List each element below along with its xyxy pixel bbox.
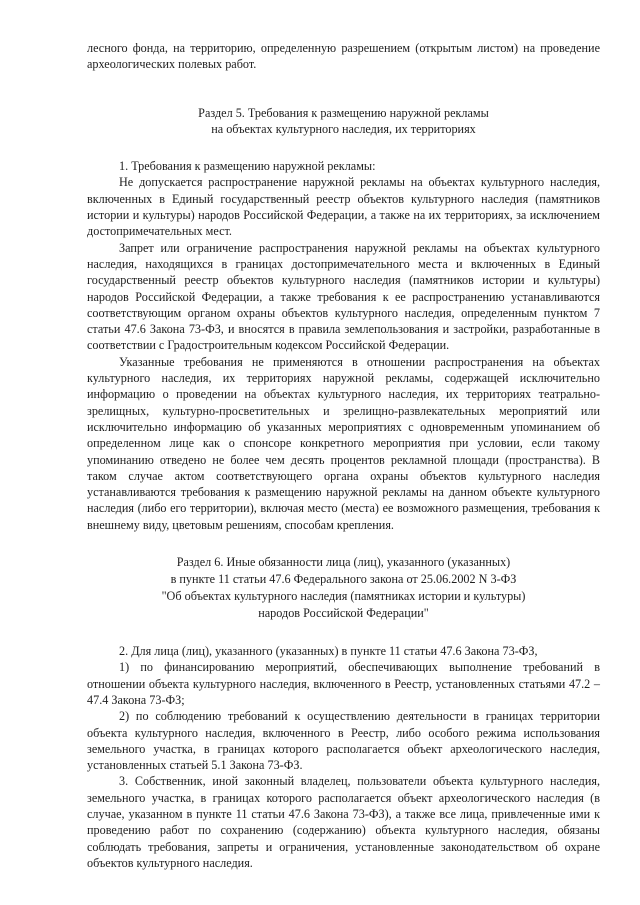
section-6-title-line-3: "Об объектах культурного наследия (памятниках истории и культуры) bbox=[161, 589, 526, 604]
item-2-title: 2. Для лица (лиц), указанного (указанных) в пункте 11 статьи 47.6 Закона 73-ФЗ, bbox=[119, 644, 538, 659]
section-5-title-line-2: на объектах культурного наследия, их территориях bbox=[211, 121, 476, 136]
section-5-paragraph: Запрет или ограничение распространения наружной рекламы на объектах культурного наследия, находящихся в границах достопримечательного места и включенных в Единый государственный реестр объектов культурного наследия (памятников истории и культуры) народов Российской Федерации, а также требования к ее распространению устанавливаются соответствующим органом охраны объектов культурного наследия, определенным пунктом 7 статьи 47.6 Закона 73-ФЗ, и вносятся в правила землепользования и застройки, разработанные в соответствии с Градостроительным кодексом Российской Федерации. bbox=[87, 240, 600, 353]
item-1-title: 1. Требования к размещению наружной рекламы: bbox=[119, 159, 376, 174]
section-5 bbox=[87, 105, 600, 533]
section-6-paragraph: 3. Собственник, иной законный владелец, пользователи объекта культурного наследия, земельного участка, в границах которого располагается объект археологического наследия (в случае, указанном в пункте 11 статьи 47.6 Закона 73-ФЗ), а также все лица, привлеченные ими к проведению работ по сохранению (содержанию) объекта культурного наследия, обязаны соблюдать требования, запреты и ограничения, установленные законодательством об охране объектов культурного наследия. bbox=[87, 774, 600, 870]
section-6-title-line-2: в пункте 11 статьи 47.6 Федерального закона от 25.06.2002 N 3-ФЗ bbox=[170, 572, 517, 587]
section-6-paragraph: 1) по финансированию мероприятий, обеспечивающих выполнение требований в отношении объекта культурного наследия, включенного в Реестр, установленных статьями 47.2 – 47.4 Закона 73-ФЗ; bbox=[87, 660, 600, 707]
section-6-paragraph: 2) по соблюдению требований к осуществлению деятельности в границах территории объекта культурного наследия, включенного в Реестр, либо особого режима использования земельного участка, в границах которого располагается объект археологического наследия, установленных статьей 5.1 Закона 73-ФЗ. bbox=[87, 709, 600, 773]
section-5-paragraph: Не допускается распространение наружной рекламы на объектах культурного наследия, включенных в Единый государственный реестр объектов культурного наследия (памятников истории и культуры) народов Российской Федерации, а также на их территориях, за исключением достопримечательных мест. bbox=[87, 175, 600, 239]
section-5-paragraph: Указанные требования не применяются в отношении распространения на объектах культурного наследия, их территориях наружной рекламы, содержащей исключительно информацию о проведении на объектах культурного наследия, их территориях театрально-зрелищных, культурно-просветительных и зрелищно-развлекательных мероприятий или исключительно информацию об указанных мероприятиях с одновременным упоминанием об определенном лице как о спонсоре конкретного мероприятия при условии, если такому упоминанию отведено не более чем десять процентов рекламной площади (пространства). В таком случае актом соответствующего органа охраны объектов культурного наследия устанавливаются требования к размещению наружной рекламы на данном объекте культурного наследия (либо его территории), включая место (места) ее возможного размещения, требования к внешнему виду, цветовым решениям, способам крепления. bbox=[87, 354, 600, 532]
section-6 bbox=[87, 554, 600, 871]
continuation-paragraph: лесного фонда, на территорию, определенную разрешением (открытым листом) на проведение археологических полевых работ. bbox=[87, 41, 600, 72]
section-6-title-line-1: Раздел 6. Иные обязанности лица (лиц), указанного (указанных) bbox=[176, 555, 511, 570]
section-6-title-line-4: народов Российской Федерации" bbox=[258, 606, 429, 621]
section-5-title-line-1: Раздел 5. Требования к размещению наружной рекламы bbox=[198, 105, 489, 120]
